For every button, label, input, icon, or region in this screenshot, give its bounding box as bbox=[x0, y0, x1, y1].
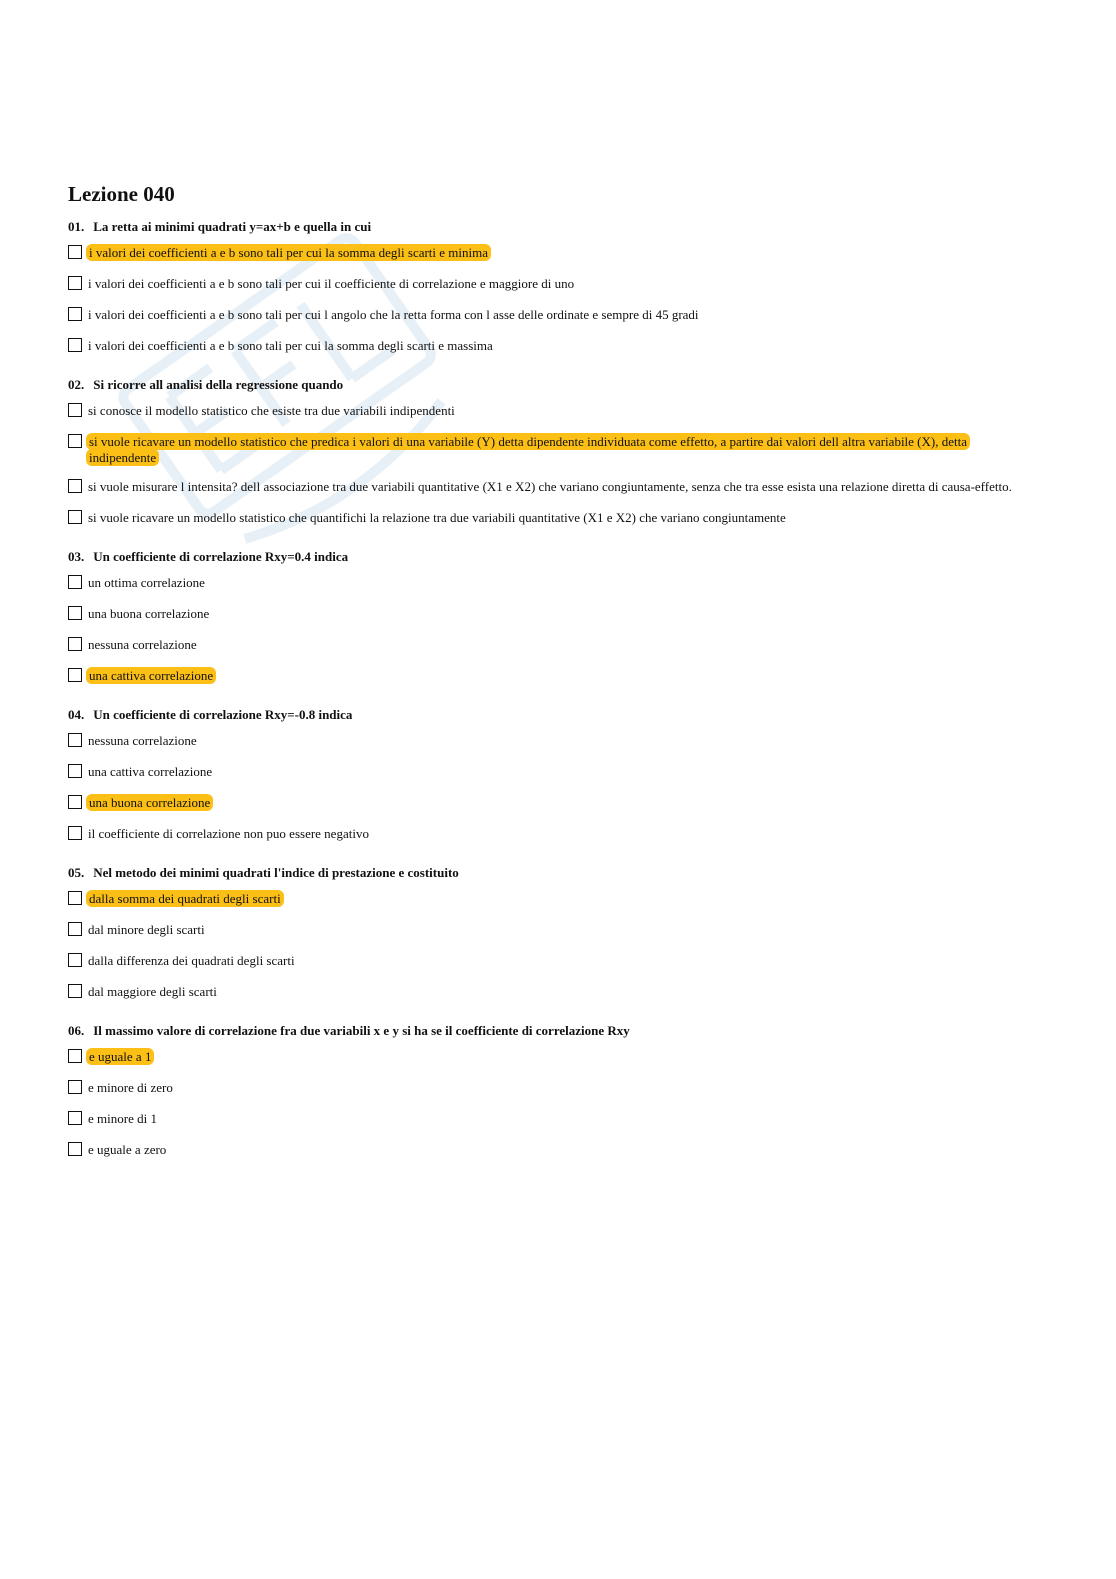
question-text: Un coefficiente di correlazione Rxy=-0.8 indica bbox=[93, 707, 353, 722]
answer-text: il coefficiente di correlazione non puo essere negativo bbox=[88, 826, 369, 841]
answer-option[interactable] bbox=[68, 984, 1038, 1002]
answer-checkbox[interactable] bbox=[68, 510, 82, 524]
answer-checkbox[interactable] bbox=[68, 764, 82, 778]
answer-checkbox[interactable] bbox=[68, 338, 82, 352]
answer-checkbox[interactable] bbox=[68, 891, 82, 905]
answer-text: nessuna correlazione bbox=[88, 733, 197, 748]
page-title: Lezione 040 bbox=[68, 182, 175, 206]
answer-checkbox[interactable] bbox=[68, 1111, 82, 1125]
answer-option[interactable] bbox=[68, 307, 1038, 325]
answer-text: dal maggiore degli scarti bbox=[88, 984, 217, 999]
answer-checkbox[interactable] bbox=[68, 1049, 82, 1063]
answer-text: i valori dei coefficienti a e b sono tali per cui l angolo che la retta forma con l asse delle ordinate e sempre di 45 gradi bbox=[88, 307, 699, 322]
answer-option[interactable] bbox=[68, 434, 1038, 466]
question-text: Nel metodo dei minimi quadrati l'indice di prestazione e costituito bbox=[93, 865, 459, 880]
question-heading bbox=[68, 218, 1038, 236]
answer-checkbox[interactable] bbox=[68, 953, 82, 967]
question-2 bbox=[68, 376, 1038, 528]
answer-text: un ottima correlazione bbox=[88, 575, 205, 590]
answer-option[interactable] bbox=[68, 795, 1038, 813]
answer-option[interactable] bbox=[68, 575, 1038, 593]
answer-text: una cattiva correlazione bbox=[88, 764, 213, 779]
answer-checkbox[interactable] bbox=[68, 575, 82, 589]
answer-text: una buona correlazione bbox=[88, 606, 210, 621]
option-list bbox=[68, 1049, 1038, 1160]
question-heading bbox=[68, 548, 1038, 566]
answer-checkbox[interactable] bbox=[68, 245, 82, 259]
answer-option[interactable] bbox=[68, 606, 1038, 624]
correct-answer-text: dalla somma dei quadrati degli scarti bbox=[86, 890, 284, 907]
answer-text: nessuna correlazione bbox=[88, 637, 197, 652]
answer-option[interactable] bbox=[68, 764, 1038, 782]
answer-text: e minore di 1 bbox=[88, 1111, 157, 1126]
answer-checkbox[interactable] bbox=[68, 795, 82, 809]
answer-option[interactable] bbox=[68, 403, 1038, 421]
answer-checkbox[interactable] bbox=[68, 637, 82, 651]
question-number: 06. bbox=[68, 1023, 85, 1038]
question-number: 04. bbox=[68, 707, 85, 722]
answer-option[interactable] bbox=[68, 922, 1038, 940]
answer-option[interactable] bbox=[68, 1142, 1038, 1160]
question-number: 01. bbox=[68, 219, 85, 234]
question-number: 02. bbox=[68, 377, 85, 392]
answer-checkbox[interactable] bbox=[68, 276, 82, 290]
answer-checkbox[interactable] bbox=[68, 606, 82, 620]
question-heading bbox=[68, 376, 1038, 394]
question-number: 05. bbox=[68, 865, 85, 880]
question-3 bbox=[68, 548, 1038, 686]
answer-option[interactable] bbox=[68, 733, 1038, 751]
answer-checkbox[interactable] bbox=[68, 1080, 82, 1094]
question-text: Un coefficiente di correlazione Rxy=0.4 indica bbox=[93, 549, 349, 564]
question-list bbox=[68, 218, 1038, 1160]
option-list bbox=[68, 733, 1038, 844]
answer-option[interactable] bbox=[68, 276, 1038, 294]
answer-option[interactable] bbox=[68, 338, 1038, 356]
answer-text: si conosce il modello statistico che esiste tra due variabili indipendenti bbox=[88, 403, 455, 418]
answer-option[interactable] bbox=[68, 510, 1038, 528]
question-4 bbox=[68, 706, 1038, 844]
answer-text: si vuole misurare l intensita? dell associazione tra due variabili quantitative (X1 e X2) che variano congiuntamente, senza che tra esse esista una relazione diretta di causa-effetto. bbox=[88, 479, 1012, 494]
correct-answer-text: una cattiva correlazione bbox=[86, 667, 216, 684]
option-list bbox=[68, 403, 1038, 528]
option-list bbox=[68, 891, 1038, 1002]
question-text: La retta ai minimi quadrati y=ax+b e quella in cui bbox=[93, 219, 372, 234]
correct-answer-text: e uguale a 1 bbox=[86, 1048, 154, 1065]
answer-checkbox[interactable] bbox=[68, 307, 82, 321]
answer-text: i valori dei coefficienti a e b sono tali per cui la somma degli scarti e massima bbox=[88, 338, 493, 353]
question-heading bbox=[68, 864, 1038, 882]
question-5 bbox=[68, 864, 1038, 1002]
answer-option[interactable] bbox=[68, 1049, 1038, 1067]
answer-text: dalla differenza dei quadrati degli scarti bbox=[88, 953, 295, 968]
answer-text: i valori dei coefficienti a e b sono tali per cui il coefficiente di correlazione e maggiore di uno bbox=[88, 276, 575, 291]
answer-text: e uguale a zero bbox=[88, 1142, 167, 1157]
option-list bbox=[68, 245, 1038, 356]
document-page bbox=[68, 180, 1038, 1180]
question-text: Il massimo valore di correlazione fra due variabili x e y si ha se il coefficiente di correlazione Rxy bbox=[93, 1023, 630, 1038]
answer-option[interactable] bbox=[68, 479, 1038, 497]
option-list bbox=[68, 575, 1038, 686]
question-1 bbox=[68, 218, 1038, 356]
answer-checkbox[interactable] bbox=[68, 922, 82, 936]
answer-checkbox[interactable] bbox=[68, 826, 82, 840]
answer-checkbox[interactable] bbox=[68, 403, 82, 417]
answer-text: dal minore degli scarti bbox=[88, 922, 205, 937]
question-6 bbox=[68, 1022, 1038, 1160]
answer-option[interactable] bbox=[68, 953, 1038, 971]
answer-checkbox[interactable] bbox=[68, 1142, 82, 1156]
answer-option[interactable] bbox=[68, 637, 1038, 655]
answer-option[interactable] bbox=[68, 891, 1038, 909]
answer-option[interactable] bbox=[68, 1111, 1038, 1129]
answer-option[interactable] bbox=[68, 826, 1038, 844]
answer-option[interactable] bbox=[68, 668, 1038, 686]
answer-checkbox[interactable] bbox=[68, 668, 82, 682]
question-number: 03. bbox=[68, 549, 85, 564]
correct-answer-text: i valori dei coefficienti a e b sono tali per cui la somma degli scarti e minima bbox=[86, 244, 491, 261]
answer-option[interactable] bbox=[68, 245, 1038, 263]
answer-checkbox[interactable] bbox=[68, 733, 82, 747]
answer-checkbox[interactable] bbox=[68, 984, 82, 998]
correct-answer-text: si vuole ricavare un modello statistico che predica i valori di una variabile (Y) detta dipendente individuata come effetto, a partire dai valori dell altra variabile (X), detta indipendente bbox=[86, 433, 970, 466]
question-text: Si ricorre all analisi della regressione quando bbox=[93, 377, 344, 392]
question-heading bbox=[68, 706, 1038, 724]
question-heading bbox=[68, 1022, 1038, 1040]
answer-checkbox[interactable] bbox=[68, 434, 82, 448]
answer-checkbox[interactable] bbox=[68, 479, 82, 493]
answer-text: si vuole ricavare un modello statistico che quantifichi la relazione tra due variabili quantitative (X1 e X2) che variano congiuntamente bbox=[88, 510, 786, 525]
correct-answer-text: una buona correlazione bbox=[86, 794, 213, 811]
answer-option[interactable] bbox=[68, 1080, 1038, 1098]
answer-text: e minore di zero bbox=[88, 1080, 173, 1095]
